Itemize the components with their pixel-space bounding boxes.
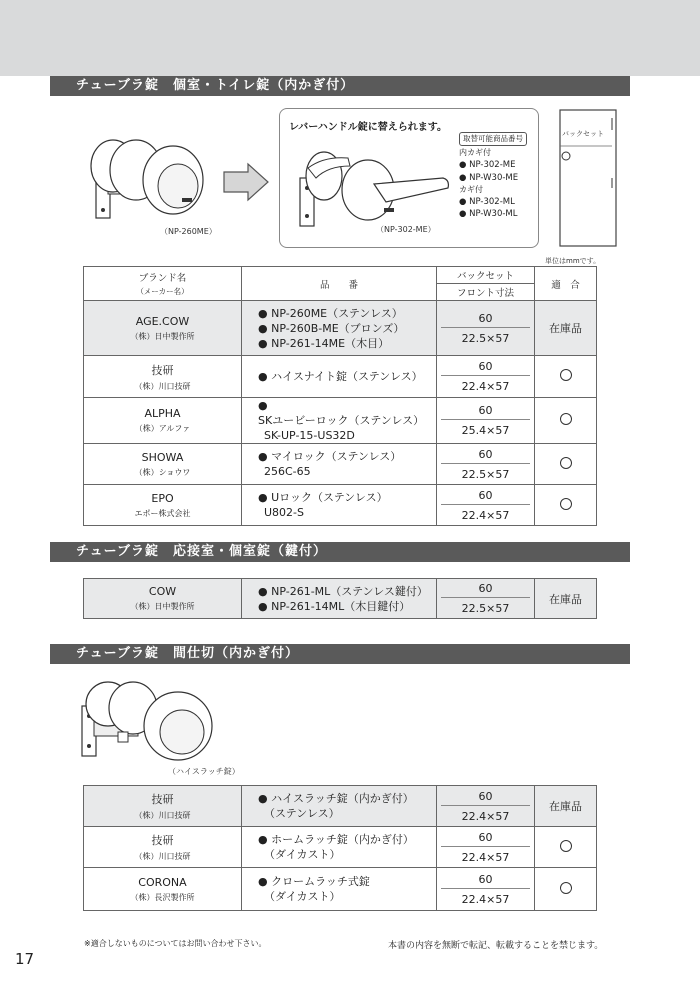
- product-name: ● クロームラッチ式錠: [258, 875, 370, 888]
- product-name: ● ハイスナイト錠（ステンレス）: [258, 370, 423, 383]
- front-value: 22.4×57: [461, 380, 510, 393]
- product-name: （ダイカスト）: [264, 890, 341, 903]
- maker-name: （株）川口技研: [134, 381, 191, 391]
- fit-circle-icon: [560, 457, 572, 469]
- compat-item: NP-W30-ME: [469, 172, 519, 183]
- brand-name: EPO: [151, 491, 174, 505]
- fit-cell: [535, 786, 597, 827]
- maker-name: （株）川口技研: [134, 852, 191, 861]
- brand-cell: [84, 827, 242, 868]
- front-value: 22.5×57: [461, 331, 510, 345]
- header-backset: バックセット: [437, 267, 535, 284]
- compat-group-2: カギ付: [459, 184, 483, 194]
- brand-cell: [84, 398, 242, 444]
- footnote-right: 本書の内容を無断で転記、転載することを禁じます。: [388, 941, 604, 951]
- fit-label: 在庫品: [549, 592, 582, 606]
- section-title-1: チューブラ錠 個室・トイレ錠（内かぎ付）: [50, 76, 630, 96]
- table-row: [84, 485, 597, 526]
- header-front: フロント寸法: [437, 284, 535, 301]
- product-cell: [242, 579, 437, 619]
- knob-caption: （NP-260ME）: [160, 227, 217, 236]
- front-value: 22.4×57: [461, 508, 510, 522]
- table-row: [84, 579, 597, 619]
- size-cell: [437, 868, 535, 911]
- lever-lock-illustration: [288, 138, 458, 230]
- table-header-row: [84, 267, 597, 284]
- brand-cell: [84, 356, 242, 398]
- compatible-products: 取替可能商品番号 内カギ付 ● NP-302-ME ● NP-W30-ME カギ付 ● NP-302-ML ● NP-W30-ML: [459, 132, 527, 220]
- spec-table-3: [83, 785, 597, 911]
- compat-header: 取替可能商品番号: [459, 132, 527, 146]
- table-row: [84, 356, 597, 398]
- maker-name: （株）日中製作所: [130, 331, 195, 341]
- product-name: ● Uロック（ステンレス）: [258, 491, 388, 504]
- size-cell: [437, 398, 535, 444]
- product-cell: [242, 827, 437, 868]
- product-cell: [242, 356, 437, 398]
- header-product: 品 番: [319, 279, 358, 291]
- table-row: [84, 786, 597, 827]
- size-cell: [437, 485, 535, 526]
- product-name: ● NP-261-14ML（木目鍵付）: [258, 599, 411, 613]
- fit-cell: [535, 868, 597, 911]
- product-name: SK-UP-15-US32D: [264, 429, 355, 442]
- brand-cell: [84, 579, 242, 619]
- table-row: [84, 868, 597, 911]
- size-cell: [437, 444, 535, 485]
- arrow-right-icon: [222, 162, 270, 202]
- table-row: [84, 444, 597, 485]
- brand-cell: [84, 868, 242, 911]
- product-cell: [242, 398, 437, 444]
- fit-cell: [535, 444, 597, 485]
- brand-name: 技研: [151, 793, 174, 806]
- size-cell: [437, 356, 535, 398]
- brand-name: COW: [148, 585, 177, 598]
- maker-name: （株）ショウワ: [134, 467, 191, 477]
- product-name: ● NP-261-ML（ステンレス鍵付）: [258, 584, 428, 598]
- front-value: 22.5×57: [461, 467, 510, 481]
- table-row: [84, 827, 597, 868]
- section-title-3: チューブラ錠 間仕切（内かぎ付）: [50, 644, 630, 664]
- product-name: （ダイカスト）: [264, 848, 341, 861]
- brand-name: SHOWA: [141, 450, 184, 464]
- size-cell: [437, 827, 535, 868]
- product-cell: [242, 444, 437, 485]
- backset-value: 60: [441, 873, 530, 889]
- front-value: 25.4×57: [461, 424, 510, 437]
- unit-note: 単位はmmです。: [545, 257, 601, 265]
- compat-item: NP-302-ML: [469, 197, 515, 208]
- maker-name: （株）長沢製作所: [130, 892, 195, 902]
- spec-table-1: [83, 266, 597, 526]
- compat-item: NP-W30-ML: [469, 209, 518, 220]
- backset-label: バックセット: [562, 130, 604, 138]
- fit-circle-icon: [560, 882, 572, 894]
- front-value: 22.4×57: [461, 809, 510, 823]
- maker-name: エポー株式会社: [134, 508, 191, 518]
- brand-name: ALPHA: [144, 407, 181, 420]
- product-cell: [242, 301, 437, 356]
- front-value: 22.4×57: [461, 850, 510, 864]
- header-brand: ブランド名: [138, 273, 187, 284]
- header-band: [0, 0, 700, 76]
- product-cell: [242, 485, 437, 526]
- lever-caption: （NP-302-ME）: [376, 225, 436, 234]
- maker-name: （株）川口技研: [134, 811, 191, 820]
- product-cell: [242, 786, 437, 827]
- fit-cell: [535, 485, 597, 526]
- latch-caption: （ハイスラッチ錠）: [168, 767, 240, 776]
- product-name: U802-S: [264, 506, 304, 519]
- fit-circle-icon: [560, 498, 572, 510]
- table-row: [84, 301, 597, 356]
- brand-name: AGE.COW: [135, 314, 190, 328]
- product-cell: [242, 868, 437, 911]
- fit-circle-icon: [560, 413, 572, 425]
- product-name: ● SKユービーロック（ステンレス）: [258, 399, 425, 427]
- brand-cell: [84, 485, 242, 526]
- brand-name: CORONA: [138, 875, 187, 889]
- backset-value: 60: [441, 489, 530, 505]
- fit-cell: [535, 356, 597, 398]
- backset-value: 60: [441, 404, 530, 420]
- product-name: ● ハイスラッチ錠（内かぎ付）: [258, 792, 414, 805]
- brand-cell: [84, 301, 242, 356]
- backset-value: 60: [441, 831, 530, 847]
- footnote-left: ※適合しないものについてはお問い合わせ下さい。: [84, 939, 267, 948]
- knob-lock-illustration: [78, 130, 218, 230]
- header-maker: （メーカー名）: [136, 287, 189, 296]
- product-name: ● NP-261-14ME（木目）: [258, 336, 390, 350]
- compat-item: NP-302-ME: [469, 160, 516, 171]
- front-value: 22.5×57: [461, 602, 510, 615]
- maker-name: （株）日中製作所: [130, 602, 195, 611]
- fit-label: 在庫品: [549, 322, 582, 335]
- brand-name: 技研: [151, 834, 174, 847]
- product-name: （ステンレス）: [264, 807, 340, 820]
- product-name: ● ホームラッチ錠（内かぎ付）: [258, 833, 414, 846]
- page-number: 17: [15, 950, 35, 968]
- backset-value: 60: [441, 582, 530, 598]
- product-name: 256C-65: [264, 465, 311, 478]
- brand-cell: [84, 786, 242, 827]
- product-name: ● NP-260B-ME（ブロンズ）: [258, 321, 405, 335]
- brand-name: 技研: [151, 363, 174, 377]
- product-name: ● マイロック（ステンレス）: [258, 450, 402, 463]
- compat-group-1: 内カギ付: [459, 148, 491, 158]
- size-cell: [437, 786, 535, 827]
- fit-circle-icon: [560, 369, 572, 381]
- callout-title: レバーハンドル錠に替えられます。: [289, 122, 447, 133]
- latch-lock-illustration: [78, 680, 228, 766]
- fit-cell: [535, 827, 597, 868]
- front-value: 22.4×57: [461, 892, 510, 906]
- section-title-2: チューブラ錠 応接室・個室錠（鍵付）: [50, 542, 630, 562]
- header-fit: 適 合: [535, 267, 597, 301]
- fit-cell: [535, 301, 597, 356]
- backset-value: 60: [441, 360, 530, 376]
- size-cell: [437, 301, 535, 356]
- backset-value: 60: [441, 312, 530, 328]
- maker-name: （株）アルファ: [134, 424, 191, 433]
- table-row: [84, 398, 597, 444]
- fit-cell: [535, 579, 597, 619]
- size-cell: [437, 579, 535, 619]
- fit-circle-icon: [560, 840, 572, 852]
- backset-value: 60: [441, 448, 530, 464]
- backset-value: 60: [441, 790, 530, 806]
- fit-cell: [535, 398, 597, 444]
- product-name: ● NP-260ME（ステンレス）: [258, 306, 403, 320]
- fit-label: 在庫品: [549, 800, 582, 813]
- brand-cell: [84, 444, 242, 485]
- spec-table-2: [83, 578, 597, 619]
